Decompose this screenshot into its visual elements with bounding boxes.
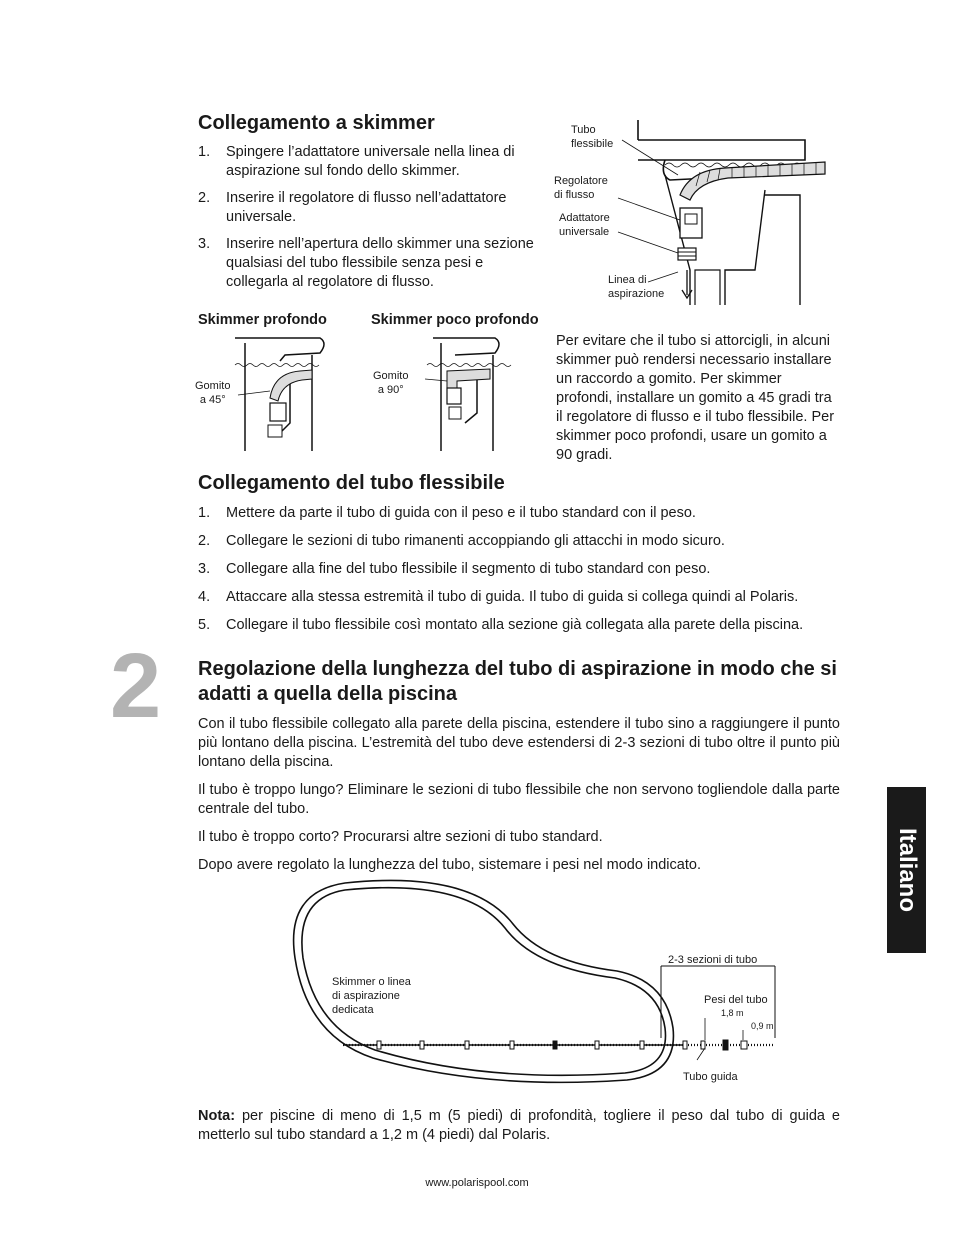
body-paragraph: Dopo avere regolato la lunghezza del tubo, sistemare i pesi nel modo indicato. xyxy=(198,857,701,873)
step-number: 2. xyxy=(198,533,211,549)
label-regolatore: Regolatore di flusso xyxy=(554,175,608,201)
section-number: 2 xyxy=(110,635,162,737)
side-tab xyxy=(887,787,926,953)
step-number: 3. xyxy=(198,236,211,252)
body-paragraph: Con il tubo flessibile collegato alla parete della piscina, estendere il tubo sino a raggiungere il punto più lontano della piscina. L’estremità del tubo deve estendersi di 2-3 sezioni di tubo oltre il punto più lontano della piscina. xyxy=(198,716,840,770)
label-distance-1-8: 1,8 m xyxy=(721,1008,744,1018)
step-number: 4. xyxy=(198,589,211,605)
step-number: 1. xyxy=(198,144,211,160)
side-tab-label: Italiano xyxy=(893,827,921,913)
step-item xyxy=(198,532,848,551)
step-item xyxy=(198,189,538,227)
step-text: Spingere l’adattatore universale nella linea di aspirazione sul fondo dello skimmer. xyxy=(226,144,515,179)
label-gomito-90: Gomito a 90° xyxy=(373,370,409,396)
label-tubo-guida: Tubo guida xyxy=(683,1071,738,1083)
step-text: Mettere da parte il tubo di guida con il peso e il tubo standard con il peso. xyxy=(226,505,696,521)
section-title-tubo-flessibile: Collegamento del tubo flessibile xyxy=(198,472,505,494)
label-skimmer-linea: Skimmer o linea di aspirazione dedicata xyxy=(332,976,411,1016)
deep-skimmer-diagram xyxy=(230,333,335,451)
regolazione-paragraphs xyxy=(198,715,840,884)
step-text: Collegare alla fine del tubo flessibile il segmento di tubo standard con peso. xyxy=(226,561,711,577)
step-item xyxy=(198,143,538,181)
section-title-skimmer: Collegamento a skimmer xyxy=(198,112,435,134)
step-number: 3. xyxy=(198,561,211,577)
step-number: 2. xyxy=(198,190,211,206)
step-text: Collegare le sezioni di tubo rimanenti accoppiando gli attacchi in modo sicuro. xyxy=(226,533,725,549)
step-item xyxy=(198,504,848,523)
step-item xyxy=(198,588,848,607)
hose-steps-list xyxy=(198,504,848,644)
note-paragraph xyxy=(198,1107,840,1145)
body-paragraph: Il tubo è troppo lungo? Eliminare le sezioni di tubo flessibile che non servono togliendole dalla parte centrale del tubo. xyxy=(198,782,840,817)
body-paragraph: Il tubo è troppo corto? Procurarsi altre sezioni di tubo standard. xyxy=(198,829,603,845)
step-text: Collegare il tubo flessibile così montato alla sezione già collegata alla parete della piscina. xyxy=(226,617,804,633)
caption-skimmer-profondo: Skimmer profondo xyxy=(198,312,327,328)
label-tubo-flessibile: Tubo flessibile xyxy=(571,124,614,150)
step-item xyxy=(198,560,848,579)
step-number: 1. xyxy=(198,505,211,521)
section-title-regolazione: Regolazione della lunghezza del tubo di aspirazione in modo che si adatti a quella della piscina xyxy=(198,658,837,705)
label-distance-0-9: 0,9 m xyxy=(751,1021,774,1031)
step-item xyxy=(198,616,848,635)
step-number: 5. xyxy=(198,617,211,633)
note-text: per piscine di meno di 1,5 m (5 piedi) di profondità, togliere il peso dal tubo di guida e metterlo sul tubo standard a 1,2 m (4 piedi) dal Polaris. xyxy=(198,1108,840,1143)
step-item xyxy=(198,235,538,292)
skimmer-steps-list xyxy=(198,143,538,300)
shallow-skimmer-diagram xyxy=(425,333,530,451)
caption-skimmer-poco-profondo: Skimmer poco profondo xyxy=(371,312,539,328)
note-label: Nota: xyxy=(198,1108,236,1124)
step-text: Inserire il regolatore di flusso nell’adattatore universale. xyxy=(226,190,507,225)
step-text: Inserire nell’apertura dello skimmer una sezione qualsiasi del tubo flessibile senza pesi e collegarla al regolatore di flusso. xyxy=(226,236,534,290)
label-sezioni: 2-3 sezioni di tubo xyxy=(668,954,758,966)
footer-url: www.polarispool.com xyxy=(425,1177,529,1189)
label-linea-aspirazione: Linea di aspirazione xyxy=(608,274,665,300)
label-adattatore: Adattatore universale xyxy=(559,212,610,238)
elbow-note: Per evitare che il tubo si attorcigli, in alcuni skimmer può rendersi necessario installare un raccordo a gomito. Per skimmer profondi, installare un gomito a 45 gradi tra il regolatore di flusso e il tubo flessibile. Per skimmer poco profondi, usare un gomito a 90 gradi. xyxy=(556,333,835,463)
step-text: Attaccare alla stessa estremità il tubo di guida. Il tubo di guida si collega quindi al Polaris. xyxy=(226,589,799,605)
label-pesi: Pesi del tubo xyxy=(704,994,768,1006)
label-gomito-45: Gomito a 45° xyxy=(195,380,231,406)
